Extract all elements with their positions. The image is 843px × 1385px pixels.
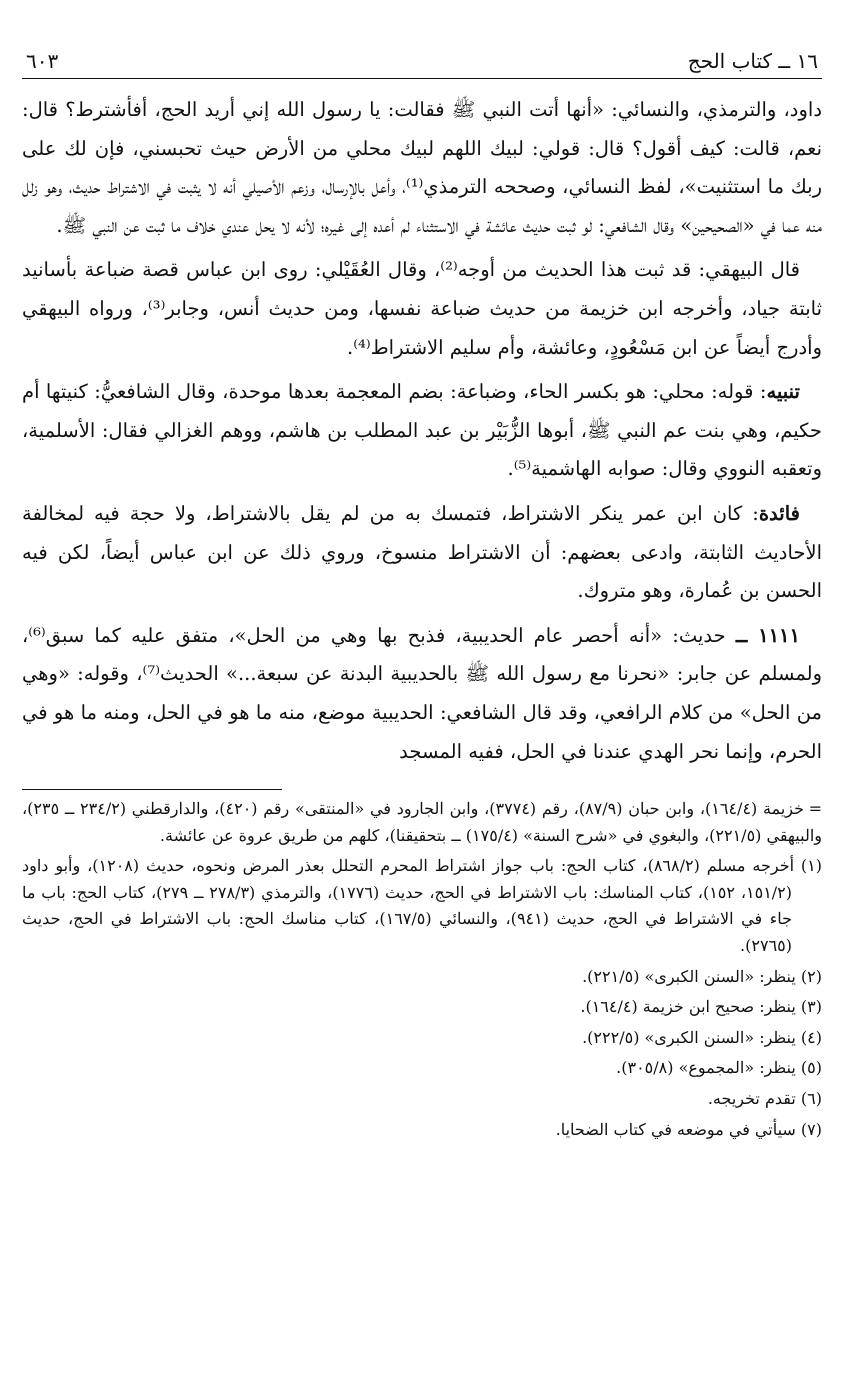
footnote: (٢) ينظر: «السنن الكبرى» (٢٢١/٥).: [582, 966, 822, 986]
running-title: ١٦ ــ كتاب الحج: [687, 49, 818, 73]
paragraph: [22, 617, 822, 771]
footnote: (٧) سيأتي في موضعه في كتاب الضحايا.: [555, 1119, 822, 1139]
footnote: (١) أخرجه مسلم (٨٦٨/٢)، كتاب الحج: باب جواز اشتراط المحرم التحلل بعذر المرض ونحوه، حديث (١٢٠٨)، وأبو داود (١٥١/٢، ١٥٢)، كتاب المناسك: باب الاشتراط في الحج، حديث (١٧٧٦)، والترمذي (٢٧٨/٣ ــ ٢٧٩)، كتاب الحج: باب ما جاء في الاشتراط في الحج، حديث (٩٤١)، والنسائي (١٦٧/٥)، كتاب مناسك الحج: باب الاشتراط في الحج، حديث (٢٧٦٥).: [22, 856, 823, 956]
paragraph: داود، والترمذي، والنسائي: «أنها أتت النبي ﷺ فقالت: يا رسول الله إني أريد الحج، أفأشترط؟ قال: نعم، قالت: كيف أقول؟ قال: قولي: لبيك اللهم لبيك محلي من الأرض حيث تحبسني، فإن لك على ربك ما استثنيت»، لفظ النسائي، وصححه الترمذي⁽¹⁾، وأعل بالإرسال، وزعم الأصيلي أنه لا يثبت في الاشتراط حديث، وهو زلل منه عما في «الصحيحين» وقال الشافعي: لو ثبت حديث عائشة في الاستثناء لم أعده إلى غيره؛ لأنه لا يحل عندي خلاف ما ثبت عن النبي ﷺ.: [22, 98, 822, 237]
footnote-separator-wrap: [22, 771, 822, 790]
hadith-number: ١١١١ ــ: [735, 623, 800, 647]
note-label: تنبيه: [766, 380, 800, 404]
footnote-text: خزيمة (١٦٤/٤)، وابن حبان (٨٧/٩)، رقم (٣٧٧٤)، وابن الجارود في «المنتقى» رقم (٤٢٠)، والدارقطني (٢٣٤/٢ ــ ٢٣٥)، والبيهقي (٢٢١/٥)، والبغوي في «شرح السنة» (١٧٥/٤) ــ بتحقيقنا)، كلهم من طريق عروة عن عائشة.: [22, 799, 822, 845]
page-header: [22, 48, 822, 79]
page-number: ٦٠٣: [26, 49, 59, 73]
main-text: [22, 91, 822, 771]
book-page: [22, 48, 822, 1143]
paragraph-text: : كان ابن عمر ينكر الاشتراط، فتمسك به من لم يقل بالاشتراط، ولا حجة فيه لمخالفة الأحاديث الثابتة، وادعى بعضهم: أن الاشتراط منسوخ، وروي ذلك عن ابن عباس أيضاً، لكن فيه الحسن بن عُمارة، وهو متروك.: [22, 501, 822, 603]
footnote-continuation: [22, 796, 822, 849]
note-label: فائدة: [758, 501, 800, 525]
footnote: (٦) تقدم تخريجه.: [707, 1089, 822, 1109]
footnote: (٥) ينظر: «المجموع» (٣٠٥/٨).: [616, 1058, 822, 1078]
footnote: (٣) ينظر: صحيح ابن خزيمة (١٦٤/٤).: [580, 997, 822, 1017]
continuation-mark: =: [808, 799, 823, 819]
footnote: (٤) ينظر: «السنن الكبرى» (٢٢٢/٥).: [582, 1027, 822, 1047]
paragraph: قال البيهقي: قد ثبت هذا الحديث من أوجه⁽²⁾، وقال العُقَيْلي: روى ابن عباس قصة ضباعة بأسانيد ثابتة جياد، وأخرجه ابن خزيمة من حديث ضباعة نفسها، ومن حديث أنس، وجابر⁽³⁾، ورواه البيهقي وأدرج أيضاً عن ابن مَسْعُودٍ، وعائشة، وأم سليم الاشتراط⁽⁴⁾.: [22, 258, 822, 359]
paragraph: [22, 373, 822, 489]
footnote-separator: [22, 789, 282, 790]
paragraph: [22, 495, 822, 611]
paragraph-text: حديث: «أنه أحصر عام الحديبية، فذبح بها وهي من الحل»، متفق عليه كما سبق⁽⁶⁾، ولمسلم عن جابر: «نحرنا مع رسول الله ﷺ بالحديبية البدنة عن سبعة...» الحديث⁽⁷⁾، وقوله: «وهي من الحل» من كلام الرافعي، وقد قال الشافعي: الحديبية موضع، منه ما هو في الحل، ومنه ما هو في الحرم، وإنما نحر الهدي عندنا في الحل، ففيه المسجد: [22, 623, 822, 763]
paragraph-text: : قوله: محلي: هو بكسر الحاء، وضباعة: بضم المعجمة بعدها موحدة، وقال الشافعيُّ: كنيتها أم حكيم، وهي بنت عم النبي ﷺ، أبوها الزُّبَيْر بن عبد المطلب بن هاشم، ووهم الغزالي فقال: الأسلمية، وتعقبه النووي وقال: صوابه الهاشمية⁽⁵⁾.: [22, 380, 822, 481]
footnotes: [22, 796, 822, 1143]
